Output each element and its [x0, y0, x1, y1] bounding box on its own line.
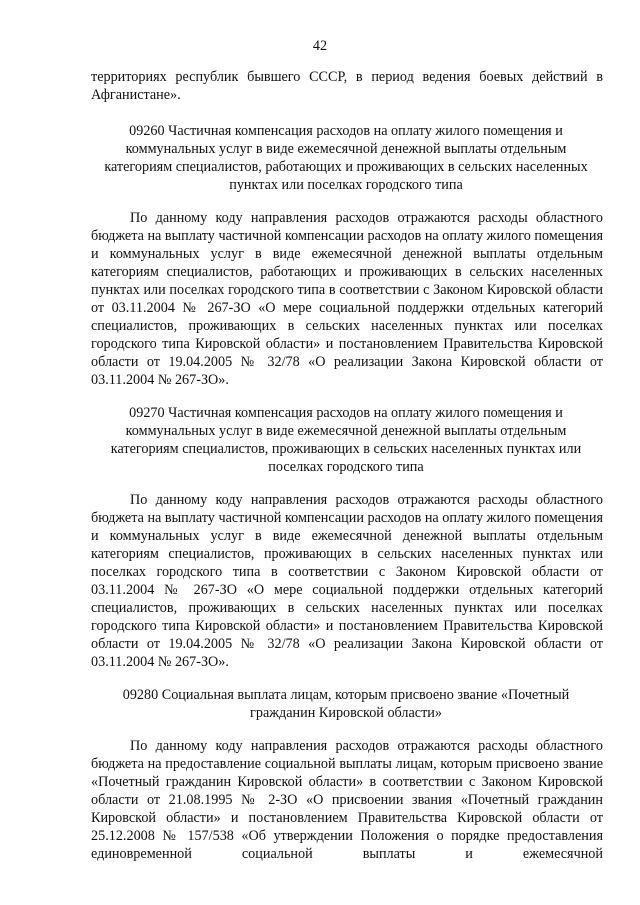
intro-paragraph: территориях республик бывшего СССР, в период ведения боевых действий в Афганистане». [91, 69, 603, 103]
section-body-09270: По данному коду направления расходов отражаются расходы областного бюджета на выплату частичной компенсации расходов на оплату жилого помещения и коммунальных услуг в виде ежемесячной денежной выплаты отдельным категориям специалистов, проживающих в сельских населенных пунктах или поселках городского типа в соответствии с Законом Кировской области от 03.11.2004 № 267-ЗО «О мере социальной поддержки отдельных категорий специалистов, проживающих в сельских населенных пунктах или поселках городского типа Кировской области» и постановлением Правительства Кировской области от 19.04.2005 № 32/78 «О реализации Закона Кировской области от 03.11.2004 № 267-ЗО». [91, 492, 603, 670]
page-number: 42 [312, 38, 328, 54]
section-heading-09270: 09270 Частичная компенсация расходов на оплату жилого помещения и коммунальных услуг в виде ежемесячной денежной выплаты отдельным категориям специалистов, проживающих в сельских населенных пунктах или поселках городского типа [110, 405, 582, 475]
section-body-09260: По данному коду направления расходов отражаются расходы областного бюджета на выплату частичной компенсации расходов на оплату жилого помещения и коммунальных услуг в виде ежемесячной денежной выплаты отдельным категориям специалистов, работающих и проживающих в сельских населенных пунктах или поселках городского типа в соответствии с Законом Кировской области от 03.11.2004 № 267-ЗО «О мере социальной поддержки отдельных категорий специалистов, проживающих в сельских населенных пунктах или поселках городского типа Кировской области» и постановлением Правительства Кировской области от 19.04.2005 № 32/78 «О реализации Закона Кировской области от 03.11.2004 № 267-ЗО». [91, 210, 603, 388]
section-body-09280: По данному коду направления расходов отражаются расходы областного бюджета на предоставление социальной выплаты лицам, которым присвоено звание «Почетный гражданин Кировской области» в соответствии с Законом Кировской области от 21.08.1995 № 2-ЗО «О присвоении звания «Почетный гражданин Кировской области» и постановлением Правительства Кировской области от 25.12.2008 № 157/538 «Об утверждении Положения о порядке предоставления единовременной социальной выплаты и ежемесячной [91, 738, 603, 862]
section-heading-09260: 09260 Частичная компенсация расходов на оплату жилого помещения и коммунальных услуг в виде ежемесячной денежной выплаты отдельным категориям специалистов, работающих и проживающих в сельских населенных пунктах или поселках городского типа [104, 123, 588, 193]
section-heading-09280: 09280 Социальная выплата лицам, которым присвоено звание «Почетный гражданин Кировской области» [122, 687, 570, 721]
